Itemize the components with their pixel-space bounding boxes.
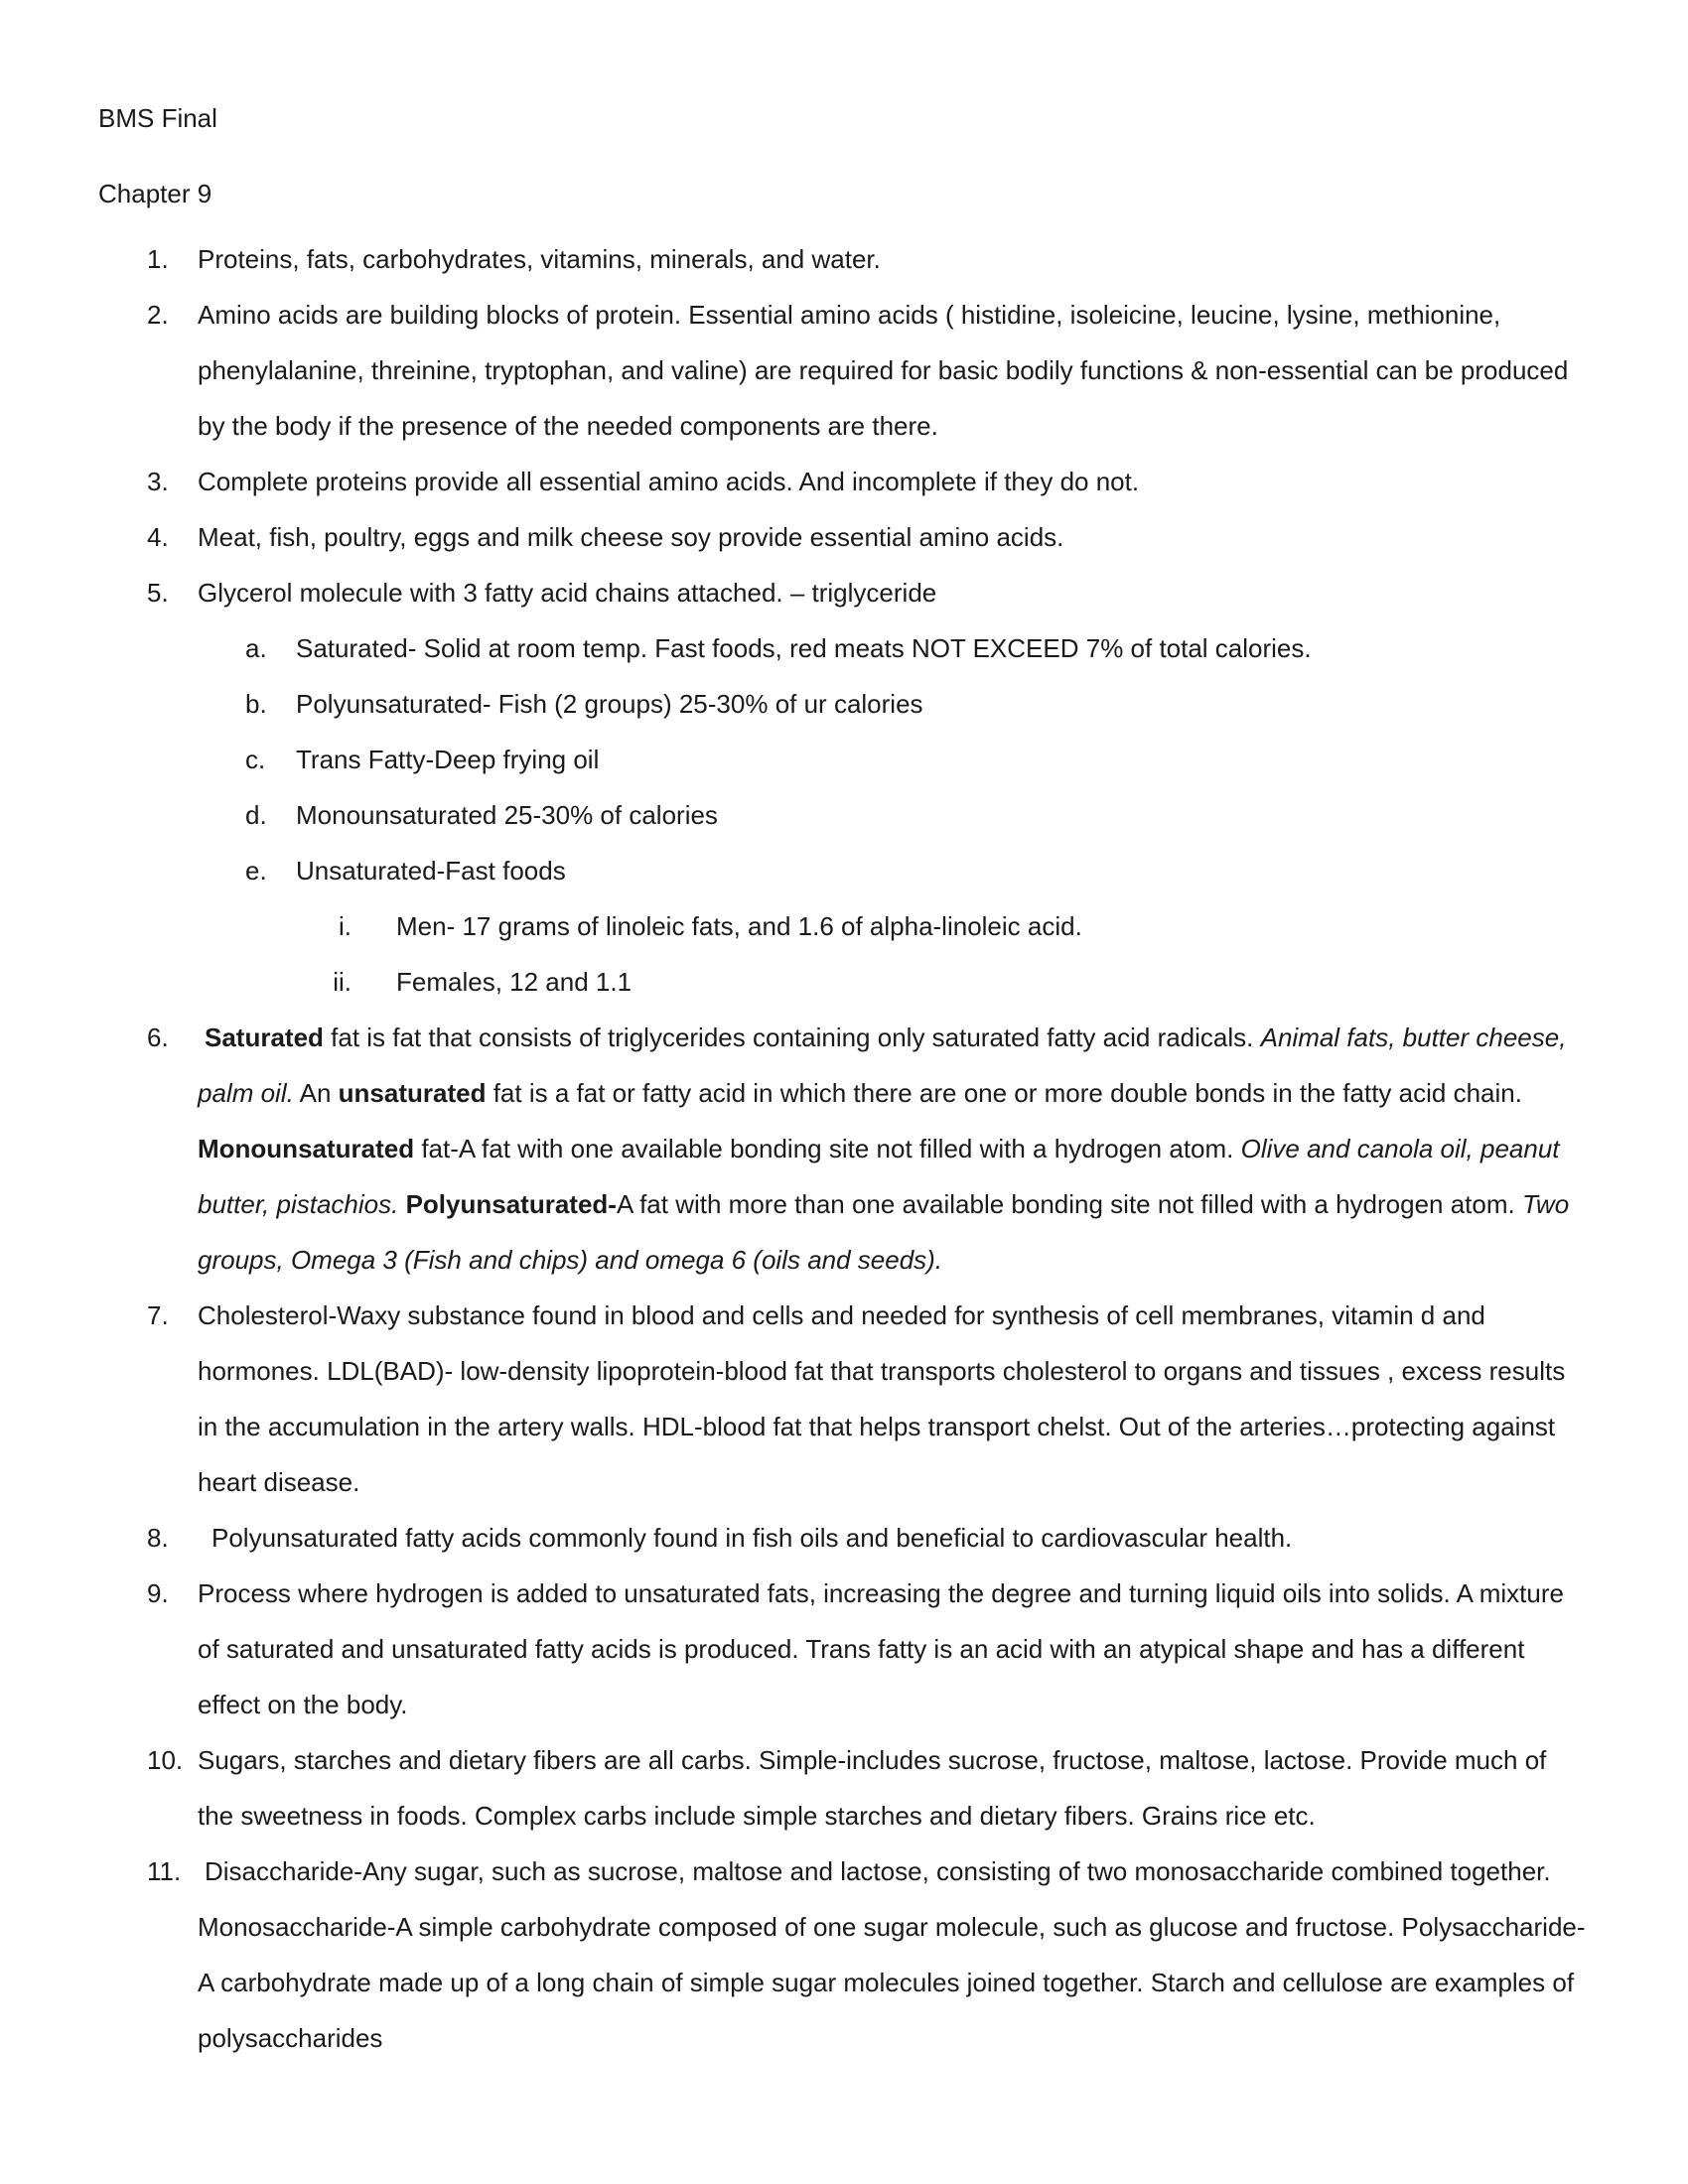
list-item-text: Glycerol molecule with 3 fatty acid chains attached. – triglyceride [198,578,937,608]
sub-sub-list-text: Men- 17 grams of linoleic fats, and 1.6 of alpha-linoleic acid. [396,911,1082,941]
list-item [0,231,1688,287]
list-item [0,287,1688,454]
sub-list-letter: e. [245,856,267,886]
sub-sub-list-text: Females, 12 and 1.1 [396,967,633,997]
list-item [0,565,1688,620]
sub-list-text: Unsaturated-Fast foods [296,856,566,886]
list-item [0,1010,1688,1288]
list-number: 3. [147,467,169,496]
sub-sub-list-item [0,954,1688,1010]
example-saturated: Animal fats, butter cheese, palm oil. [198,1023,1567,1108]
list-number: 9. [147,1578,169,1608]
sub-list-text: Polyunsaturated- Fish (2 groups) 25-30% of ur calories [296,689,923,719]
sub-list-letter: d. [245,800,267,830]
list-item [0,1566,1688,1732]
example-monounsaturated: Olive and canola oil, peanut butter, pistachios. [198,1134,1560,1219]
list-item-text: Meat, fish, poultry, eggs and milk cheese soy provide essential amino acids. [198,522,1064,552]
term-monounsaturated: Monounsaturated [198,1134,415,1163]
list-item-text: Disaccharide-Any sugar, such as sucrose, maltose and lactose, consisting of two monosaccharide combined together. Monosaccharide-A simple carbohydrate composed of one sugar molecule, such as glucose and fructose. Polysaccharide- A carbohydrate made up of a long chain of simple sugar molecules joined together. Starch and cellulose are examples of polysaccharides [198,1856,1586,2053]
list-item-text: Complete proteins provide all essential amino acids. And incomplete if they do not. [198,467,1140,496]
sub-list-letter: b. [245,689,267,719]
sub-list-letter: c. [245,745,266,774]
example-polyunsaturated: Two groups, Omega 3 (Fish and chips) and omega 6 (oils and seeds). [198,1189,1570,1275]
sub-list-item [0,843,1688,898]
sub-list-text: Monounsaturated 25-30% of calories [296,800,718,830]
list-item-text: Polyunsaturated fatty acids commonly found in fish oils and beneficial to cardiovascular health. [211,1523,1293,1553]
list-number: 1. [147,244,169,274]
sub-list-item [0,732,1688,787]
term-saturated: Saturated [205,1023,324,1052]
list-item [0,1732,1688,1843]
sub-list-item [0,787,1688,843]
numbered-list [0,231,1688,2066]
term-unsaturated: unsaturated [338,1078,487,1108]
sub-sub-list-item [0,898,1688,954]
text-segment: An [293,1078,339,1108]
text-segment: fat is fat that consists of triglycerides containing only saturated fatty acid radicals. [323,1023,1261,1052]
list-number: 8. [147,1523,169,1553]
text-segment: A fat with more than one available bonding site not filled with a hydrogen atom. [616,1189,1522,1219]
list-item [0,454,1688,509]
sub-list-item [0,620,1688,676]
list-item [0,509,1688,565]
list-item [0,1288,1688,1510]
list-item-text: Amino acids are building blocks of protein. Essential amino acids ( histidine, isoleicine, leucine, lysine, methionine, phenylalanine, threinine, tryptophan, and valine) are required for basic bodily functions & non-essential can be produced by the body if the presence of the needed components are there. [198,300,1569,441]
term-polyunsaturated: Polyunsaturated- [405,1189,617,1219]
list-number: 4. [147,522,169,552]
sub-list-text: Trans Fatty-Deep frying oil [296,745,600,774]
text-segment [398,1189,405,1219]
text-segment: fat-A fat with one available bonding site not filled with a hydrogen atom. [414,1134,1241,1163]
list-number: 7. [147,1300,169,1330]
chapter-heading: Chapter 9 [98,179,212,208]
roman-numeral: i. [339,911,352,941]
list-item [0,1510,1688,1566]
sub-list-item [0,676,1688,732]
list-number: 11. [147,1856,182,1886]
roman-numeral: ii. [333,967,352,997]
list-number: 10. [147,1745,184,1775]
list-item-text: Process where hydrogen is added to unsaturated fats, increasing the degree and turning liquid oils into solids. A mixture of saturated and unsaturated fatty acids is produced. Trans fatty is an acid with an atypical shape and has a different effect on the body. [198,1578,1564,1719]
list-item-text: Sugars, starches and dietary fibers are all carbs. Simple-includes sucrose, fructose, maltose, lactose. Provide much of the sweetness in foods. Complex carbs include simple starches and dietary fibers. Grains rice etc. [198,1745,1547,1831]
list-item-text: Proteins, fats, carbohydrates, vitamins, minerals, and water. [198,244,881,274]
list-item [0,1843,1688,2066]
text-segment: fat is a fat or fatty acid in which there are one or more double bonds in the fatty acid chain. [486,1078,1522,1108]
sub-list-letter: a. [245,633,267,663]
list-number: 6. [147,1023,169,1052]
list-item-text: Cholesterol-Waxy substance found in blood and cells and needed for synthesis of cell membranes, vitamin d and hormones. LDL(BAD)- low-density lipoprotein-blood fat that transports cholesterol to organs and tissues , excess results in the accumulation in the artery walls. HDL-blood fat that helps transport chelst. Out of the arteries…protecting against heart disease. [198,1300,1566,1497]
document-title: BMS Final [98,103,217,133]
list-number: 5. [147,578,169,608]
list-number: 2. [147,300,169,330]
sub-list-text: Saturated- Solid at room temp. Fast foods, red meats NOT EXCEED 7% of total calories. [296,633,1312,663]
